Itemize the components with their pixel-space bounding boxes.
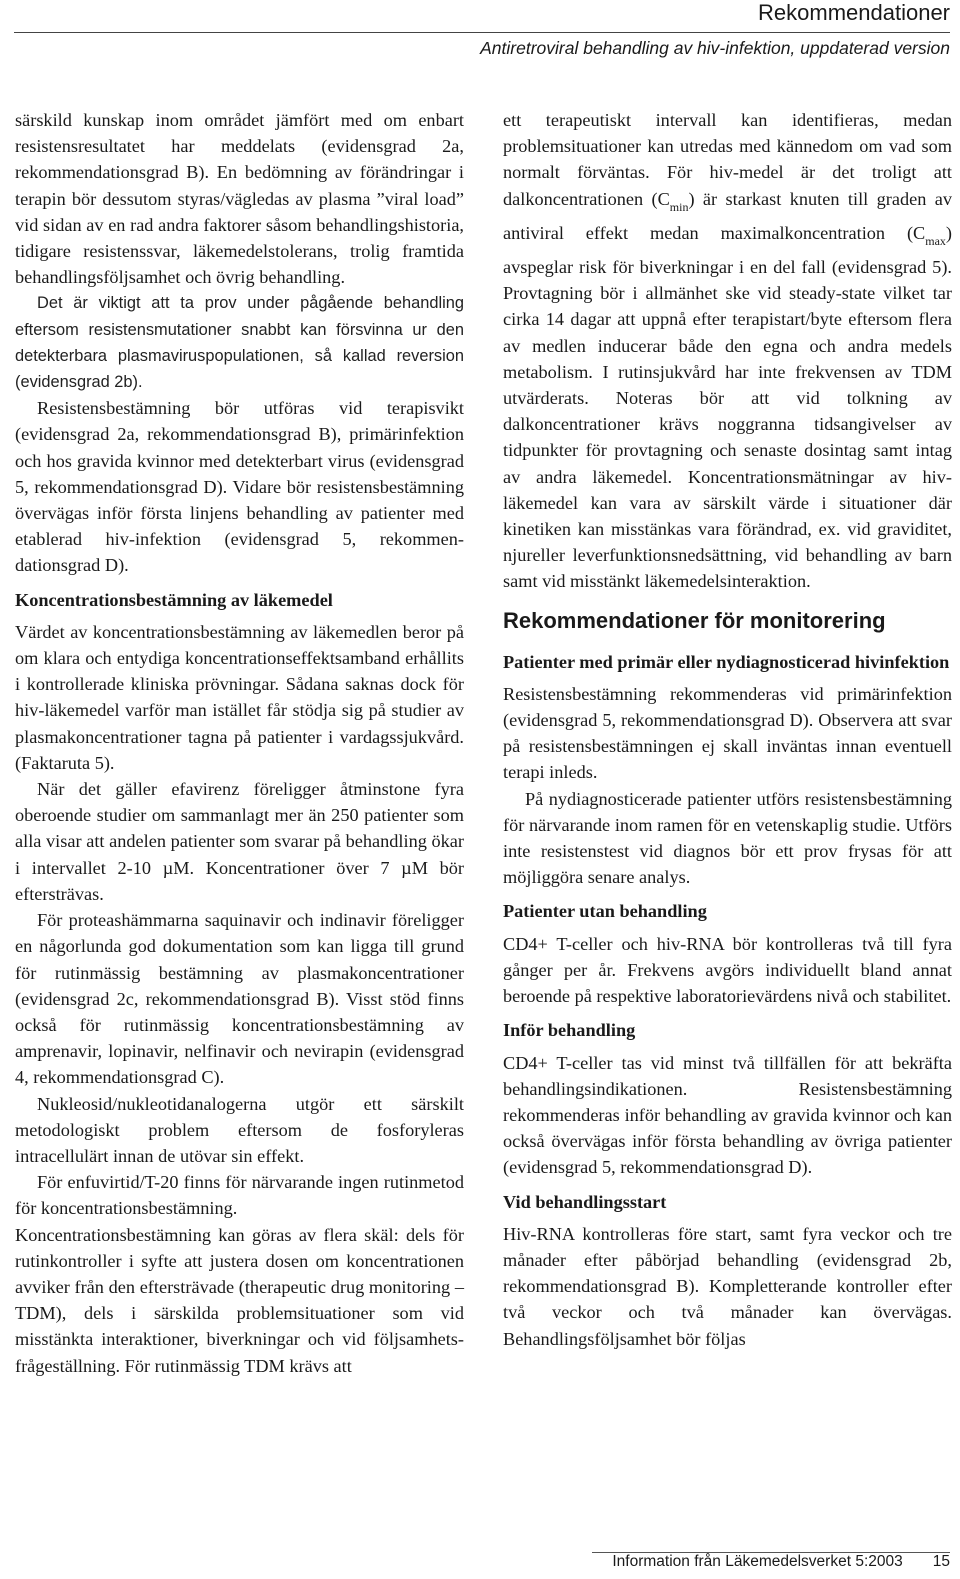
body-paragraph: För enfuvirtid/T-20 finns för närvarande ingen rutinmetod för koncentrationsbestämning. (15, 1172, 464, 1219)
left-column (15, 107, 464, 1379)
page-number: 15 (932, 1553, 950, 1570)
body-paragraph: Värdet av koncentrationsbestämning av läkemedlen beror på om klara och entydiga koncentrationseffektsamband erhållits i kontrollerade kliniska prövningar. Sådana saknas dock för hiv-läkemedel varför man istället får stödja sig på studier av plasmakoncentrationer tagna på patienter i vardagssjukvård. (Faktaruta 5). (15, 621, 464, 773)
footer-source: Information från Läkemedelsverket 5:2003 (612, 1553, 903, 1570)
running-header-title: Rekommendationer (758, 0, 950, 25)
subsection-heading: Patienter utan behandling (503, 901, 707, 922)
body-paragraph: När det gäller efavirenz föreligger åtminstone fyra oberoende studier om sammanlagt mer än 250 patienter som alla visar att andelen patienter som svarar på behandling ökar i intervallet 2-10 µM. Koncentrationer över 7 µM bör eftersträvas. (15, 779, 464, 904)
running-header-subtitle: Antiretroviral behandling av hiv-infektion, uppdaterad version (480, 38, 950, 58)
footer-text (612, 1553, 950, 1571)
body-paragraph: CD4+ T-celler tas vid minst två tillfällen för att bekräfta behandlingsindikationen. Resistensbestämning rekommenderas inför behandling av gravida kvinnor och kan också övervägas inför första behandling av övriga patienter (evidensgrad 5, rekommendationsgrad D). (503, 1052, 952, 1178)
body-paragraph: Resistensbestämning rekommenderas vid primärinfektion (evidensgrad 5, rekommendationsgrad D). Observera att svar på resistensbestämningen ej skall inväntas innan eventuell terapi inleds. (503, 683, 952, 783)
header-divider (14, 32, 950, 33)
body-paragraph: Det är viktigt att ta prov under pågående behandling eftersom resistensmutationer snabbt kan försvinna ur den detekterbara plasmaviruspopulationen, så kallad reversion (evidensgrad 2b). (15, 294, 464, 392)
body-paragraph (503, 107, 952, 595)
body-paragraph: Hiv-RNA kontrolleras före start, samt fyra veckor och tre månader efter påbörjad behandling (evidensgrad 2b, rekommendationsgrad B). Kompletterande kontroller efter två veckor och två månader kan övervägas. Behandlingsföljsamhet bör följas (503, 1223, 952, 1349)
text-run: ett terapeutiskt intervall kan identifieras, medan problemsituationer kan utredas med kännedom om vad som normalt förväntas. För hiv-medel är det troligt att dalkoncentrationen (C (503, 110, 952, 209)
subsection-heading: Vid behandlingsstart (503, 1191, 667, 1212)
right-column (503, 107, 952, 1352)
page-footer (0, 1552, 960, 1579)
text-run: ) är starkast knuten till graden av antiviral effekt medan maximalkoncentration (C (503, 188, 953, 243)
section-heading: Koncentrationsbestämning av läkemedel (15, 589, 333, 610)
body-paragraph: På nydiagnosticerade patienter utförs resistensbestämning för närvarande inom ramen för en vetenskaplig studie. Utförs inte resistenstest vid diagnos bör ett prov frysas för att möjliggöra senare analys. (503, 788, 952, 888)
body-paragraph: särskild kunskap inom området jämfört med om enbart resistensresultatet har meddelats (evidensgrad 2a, rekommendationsgrad B). En bedömning av förändringar i terapin bör dessutom styras/vägledas av plasma ”viral load” vid sidan av en rad andra faktorer såsom behandlingshistoria, tidigare resistenssvar, läkemedelstolerans, trolig framtida behandlingsföljsamhet och övrig behandling. (15, 110, 464, 288)
body-paragraph: Resistensbestämning bör utföras vid terapisvikt (evidensgrad 2a, rekommendationsgrad B), primärinfektion och hos gravida kvinnor med detekterbart virus (evidensgrad 5, rekommendationsgrad D). Vidare bör resistensbestämning övervägas inför första linjens behandling av patienter med etablerad hiv-infektion (evidensgrad 5, rekommendationsgrad D). (15, 398, 464, 576)
body-paragraph: Koncentrationsbestämning kan göras av flera skäl: dels för rutinkontroller i syfte att justera dosen om koncentrationen avviker från den eftersträvade (therapeutic drug monitoring – TDM), dels i särskilda problemsituationer som vid misstänkta interaktioner, biverkningar och vid följsamhetsfrågeställning. För rutinmässig TDM krävs att (15, 1224, 464, 1376)
main-section-heading: Rekommendationer för monitorering (503, 607, 886, 633)
subscript-min: min (669, 199, 689, 214)
body-paragraph: Nukleosid/nukleotidanalogerna utgör ett särskilt metodologiskt problem eftersom de fosforyleras intracellulärt innan de utövar sin effekt. (15, 1093, 464, 1166)
text-run: ) avspeglar risk för biverkningar i en del fall (evidensgrad 5). Provtagning bör i allmänhet ske vid steady-state vilket tar cirka 14 dagar att uppnå efter terapistart/byte eftersom flera av medlen inducerar både den egna och andra medels metabolism. I rutinsjukvård har inte frekvensen av TDM utvärderats. Noteras bör att vid tolkning av dalkoncentrationer krävs noggranna tidsangivelser av tidpunkter för provtagning och senaste dosintag samt intag av andra läkemedel. Koncentrationsmätningar av hiv-läkemedel kan vara av särskilt värde i situationer där kinetiken kan misstänkas vara förändrad, ex. vid graviditet, njureller leverfunktionsnedsättning, vid behandling av barn samt vid misstänkt läkemedelsinteraktion. (503, 222, 952, 592)
subsection-heading: Patienter med primär eller nydiagnosticerad hivinfektion (503, 651, 950, 672)
body-paragraph: CD4+ T-celler och hiv-RNA bör kontrolleras två till fyra gånger per år. Frekvens avgörs individuellt bland annat beroende på respektive laboratorievärdens nivå och stabilitet. (503, 933, 952, 1007)
subscript-max: max (925, 233, 946, 248)
body-paragraph: För proteashämmarna saquinavir och indinavir föreligger en någorlunda god dokumentation som kan ligga till grund för rutinmässig bestämning av plasmakoncentrationer (evidensgrad 2c, rekommendationsgrad B). Visst stöd finns också för rutinmässig koncentrationsbestämning av amprenavir, lopinavir, nelfinavir och nevirapin (evidensgrad 4, rekommendationsgrad C). (15, 910, 464, 1088)
subsection-heading: Inför behandling (503, 1020, 636, 1041)
